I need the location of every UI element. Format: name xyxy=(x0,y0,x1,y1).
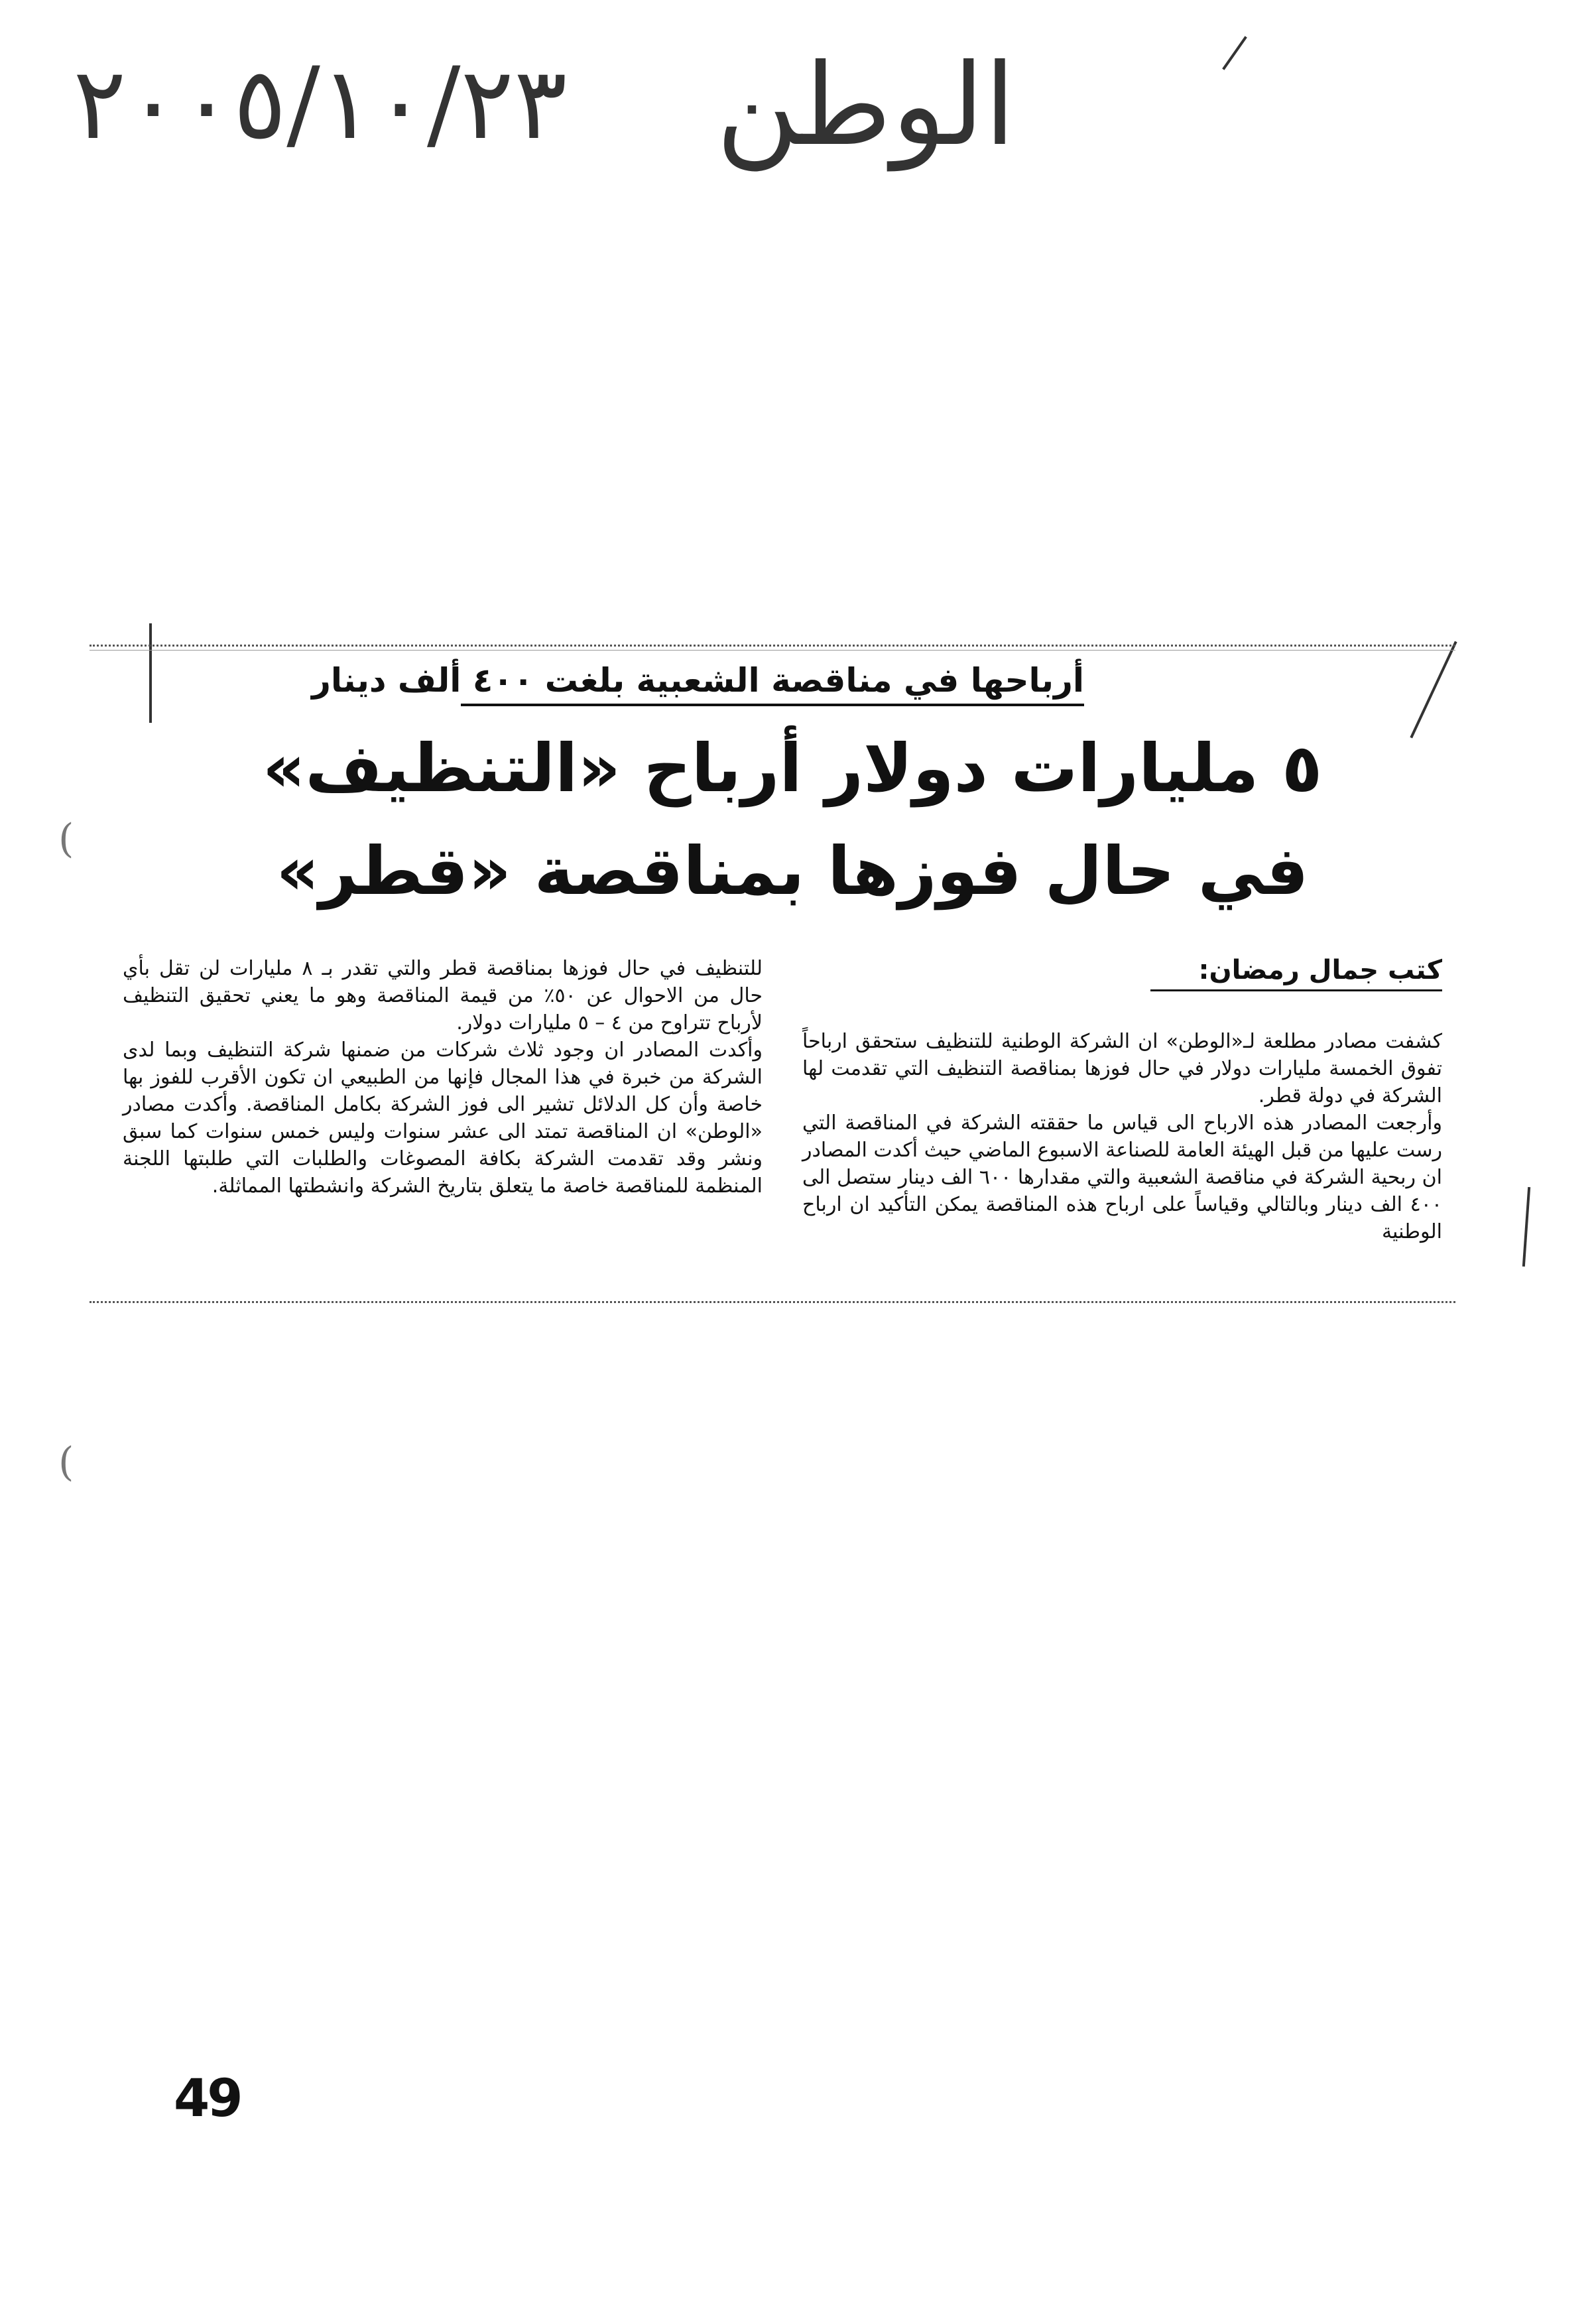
page-number: 49 xyxy=(174,2069,241,2129)
pen-stroke xyxy=(1222,36,1247,70)
margin-bracket: ( xyxy=(58,1439,74,1485)
pen-stroke xyxy=(1522,1187,1530,1267)
handwritten-source: الوطن xyxy=(716,40,1016,171)
article-column-right: كشفت مصادر مطلعة لـ«الوطن» ان الشركة الوطنية للتنظيف ستحقق ارباحاً تفوق الخمسة مليارات دولار في حال فوزها بمناقصة التنظيف التي تقدمت لها الشركة في دولة قطر. وأرجعت المصادر هذه الارباح الى قياس ما حققته الشركة في المناقصة التي رست عليها من قبل الهيئة العامة للصناعة الاسبوع الماضي حيث أكدت المصادر ان ربحية الشركة في مناقصة الشعبية والتي مقدارها ٦٠٠ الف دينار ستصل الى ٤٠٠ الف دينار وبالتالي وقياساً على ارباح هذه المناقصة يمكن التأكيد ان ارباح الوطنية xyxy=(802,1030,1442,1243)
headline-line-2: في حال فوزها بمناقصة «قطر» xyxy=(276,832,1309,910)
article-column-left: للتنظيف في حال فوزها بمناقصة قطر والتي تقدر بـ ٨ مليارات لن تقل بأي حال من الاحوال عن ٥٠٪ من قيمة المناقصة وهو ما يعني تحقيق التنظيف لأرباح تتراوح من ٤ – ٥ مليارات دولار. وأكدت المصادر ان وجود ثلاث شركات من ضمنها شركة التنظيف وبما لدى الشركة من خبرة في هذا المجال فإنها من الطبيعي ان تكون الأقرب للفوز بها خاصة وأن كل الدلائل تشير الى فوز الشركة بكامل المناقصة. وأكدت مصادر «الوطن» ان المناقصة تمتد الى عشر سنوات وليس خمس سنوات كما سبق ونشر وقد تقدمت الشركة بكافة المصوغات والطلبات التي طلبتها اللجنة المنظمة للمناقصة خاصة ما يتعلق بتاريخ الشركة وانشطتها المماثلة. xyxy=(123,957,763,1198)
top-rule-thin xyxy=(90,650,1455,651)
article-kicker: أرباحها في مناقصة الشعبية بلغت ٤٠٠ ألف دينار xyxy=(461,661,1084,706)
headline-line-1: ٥ مليارات دولار أرباح «التنظيف» xyxy=(262,729,1323,807)
margin-bracket: ( xyxy=(58,816,74,862)
article-clipping xyxy=(90,653,1455,1300)
bottom-rule xyxy=(90,1301,1455,1303)
handwritten-date: ٢٠٠٥/١٠/٢٣ xyxy=(73,46,568,162)
byline: كتب جمال رمضان: xyxy=(1150,955,1442,991)
top-rule xyxy=(90,645,1455,647)
